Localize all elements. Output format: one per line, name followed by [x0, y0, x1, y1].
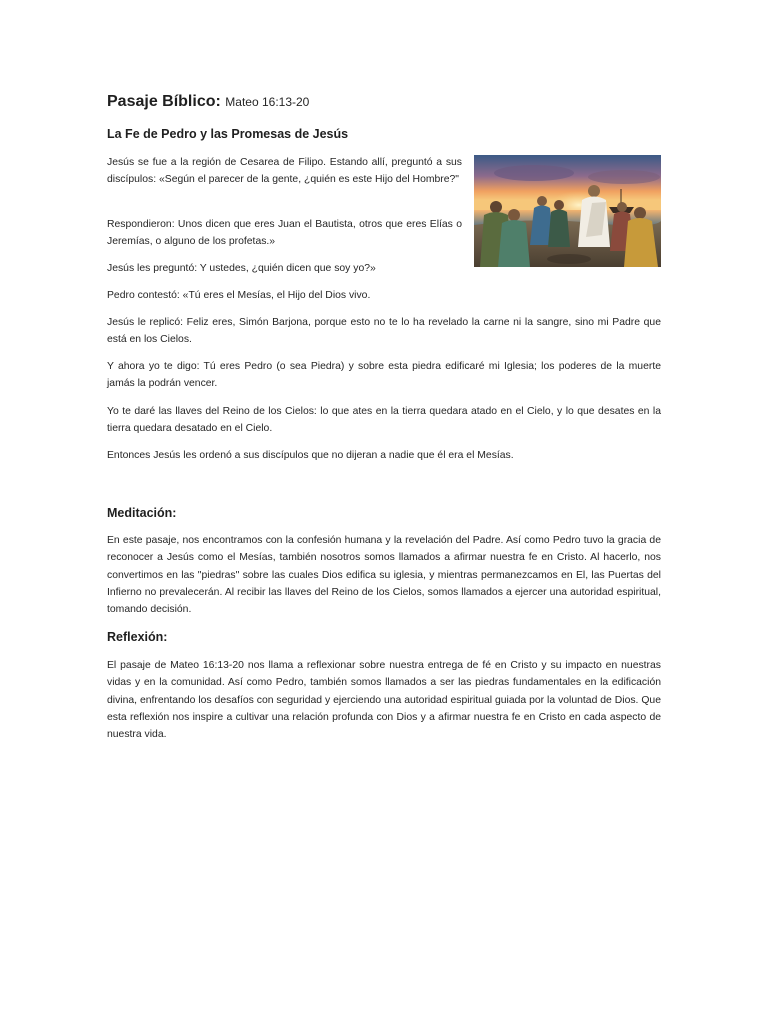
passage-paragraph: Entonces Jesús les ordenó a sus discípulos que no dijeran a nadie que él era el Mesías. [107, 450, 514, 461]
passage-title: La Fe de Pedro y las Promesas de Jesús [107, 127, 349, 141]
disciple-head-shape [617, 202, 627, 212]
disciple-head-shape [537, 196, 547, 206]
passage-paragraph: Respondieron: Unos dicen que eres Juan el Bautista, otros que eres Elías o Jeremías, o alguno de los profetas.» [107, 219, 462, 248]
jesus-with-disciples-illustration [474, 155, 661, 267]
passage-heading [107, 93, 309, 111]
disciple-head-shape [634, 207, 646, 219]
cloud-shape [494, 165, 574, 181]
passage-paragraph: Yo te daré las llaves del Reino de los Cielos: lo que ates en la tierra quedara atado en el Cielo, y lo que desates en la tierra quedara desatado en el Cielo. [107, 406, 661, 435]
passage-paragraph: Jesús le replicó: Feliz eres, Simón Barjona, porque esto no te lo ha revelado la carne ni la sangre, sino mi Padre que está en los Cielos. [107, 317, 661, 346]
passage-paragraph: Jesús les preguntó: Y ustedes, ¿quién dicen que soy yo?» [107, 263, 376, 274]
disciple-head-shape [508, 209, 520, 221]
jesus-head-shape [588, 185, 600, 197]
passage-heading-label: Pasaje Bíblico: [107, 93, 221, 110]
meditation-title: Meditación: [107, 506, 177, 520]
stones-shape [547, 254, 591, 264]
cloud-shape [588, 170, 660, 184]
disciple-robe-shape [548, 210, 570, 248]
reflection-title: Reflexión: [107, 630, 168, 644]
passage-paragraph: Y ahora yo te digo: Tú eres Pedro (o sea Piedra) y sobre esta piedra edificaré mi Iglesia; los poderes de la muerte jamás la podrán vencer. [107, 361, 661, 390]
disciple-robe-shape [498, 220, 530, 267]
disciple-head-shape [490, 201, 502, 213]
meditation-text: En este pasaje, nos encontramos con la confesión humana y la revelación del Padre. Así como Pedro tuvo la gracia de reconocer a Jesús como el Mesías, también nosotros somos llamados a afirmar nuestra fe en Cristo. Al hacerlo, nos convertimos en las "piedras" sobre las cuales Dios edifica su iglesia, y mientras permanezcamos en El, las Puertas del Infierno no prevalecerán. Al recibir las llaves del Reino de los Cielos, somos llamados a ejercer una autoridad espiritual, tomando decisión. [107, 535, 661, 616]
disciple-head-shape [554, 200, 564, 210]
passage-paragraph: Pedro contestó: «Tú eres el Mesías, el Hijo del Dios vivo. [107, 290, 371, 301]
passage-paragraph: Jesús se fue a la región de Cesarea de Filipo. Estando allí, preguntó a sus discípulos: «Según el parecer de la gente, ¿quién es este Hijo del Hombre?" [107, 157, 462, 186]
reflection-text: El pasaje de Mateo 16:13-20 nos llama a reflexionar sobre nuestra entrega de fé en Cristo y su impacto en nuestras vidas y en la comunidad. Así como Pedro, también somos llamados a ser las piedras fundamentales en la edificación divina, enfrentando los desafíos con seguridad y ejerciendo una autoridad espiritual guiada por la voluntad de Dios. Que esta reflexión nos inspire a cultivar una relación profunda con Dios y a afirmar nuestra fe en Cristo en cada aspecto de nuestra vida. [107, 660, 661, 741]
passage-reference: Mateo 16:13-20 [225, 95, 310, 109]
